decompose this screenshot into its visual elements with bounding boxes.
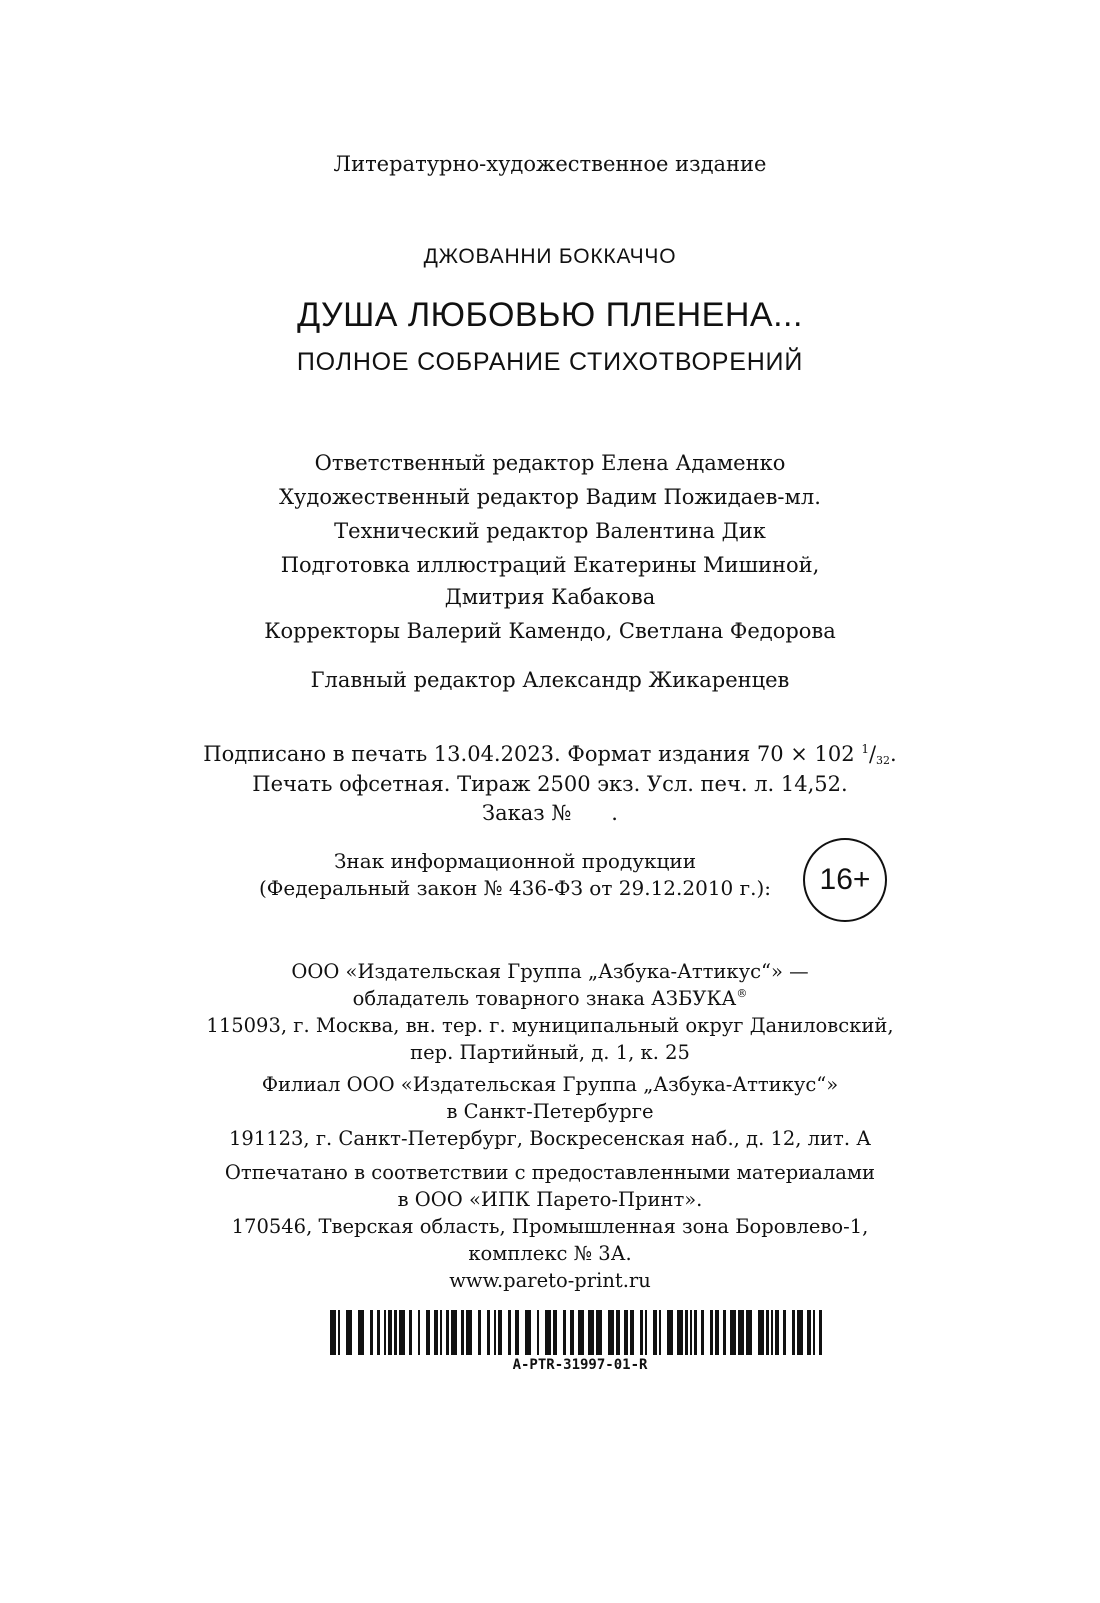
book-subtitle: ПОЛНОЕ СОБРАНИЕ СТИХОТВОРЕНИЙ bbox=[296, 348, 804, 376]
branch-line2: в Санкт-Петербурге bbox=[446, 1100, 654, 1123]
barcode-bar bbox=[394, 1310, 397, 1355]
barcode-bar bbox=[667, 1310, 673, 1355]
info-mark-text bbox=[240, 848, 790, 902]
barcode-bar bbox=[338, 1310, 340, 1355]
imprint-order bbox=[0, 801, 1100, 825]
barcode-bar bbox=[616, 1310, 620, 1355]
barcode-bar bbox=[715, 1310, 719, 1355]
barcode-bar bbox=[819, 1310, 822, 1355]
barcode bbox=[330, 1310, 830, 1355]
barcode-bar bbox=[608, 1310, 614, 1355]
barcode-bar bbox=[624, 1310, 628, 1355]
barcode-bar bbox=[537, 1310, 539, 1355]
credit-proofreaders: Корректоры Валерий Камендо, Светлана Федорова bbox=[264, 619, 836, 643]
printer-line2: в ООО «ИПК Парето-Принт». bbox=[397, 1188, 703, 1211]
branch-line1: Филиал ООО «Издательская Группа „Азбука-Аттикус“» bbox=[261, 1073, 839, 1096]
author-name: ДЖОВАННИ БОККАЧЧО bbox=[423, 245, 677, 268]
barcode-bar bbox=[677, 1310, 683, 1355]
barcode-bar bbox=[388, 1310, 392, 1355]
barcode-bar bbox=[813, 1310, 815, 1355]
barcode-bar bbox=[766, 1310, 769, 1355]
credit-chief-editor: Главный редактор Александр Жикаренцев bbox=[310, 668, 790, 692]
imprint-print-run: Печать офсетная. Тираж 2500 экз. Усл. печ. л. 14,52. bbox=[252, 772, 848, 796]
barcode-bar bbox=[478, 1310, 481, 1355]
imprint-signed bbox=[0, 742, 1100, 767]
barcode-bar bbox=[659, 1310, 661, 1355]
publisher-line2 bbox=[0, 987, 1100, 1010]
branch-address: 191123, г. Санкт-Петербург, Воскресенская наб., д. 12, лит. А bbox=[228, 1127, 872, 1150]
barcode-bar bbox=[409, 1310, 412, 1355]
barcode-bar bbox=[461, 1310, 464, 1355]
barcode-bar bbox=[771, 1310, 773, 1355]
barcode-bar bbox=[807, 1310, 811, 1355]
barcode-bar bbox=[418, 1310, 420, 1355]
barcode-bar bbox=[797, 1310, 803, 1355]
info-mark-line2: (Федеральный закон № 436-ФЗ от 29.12.2010 г.): bbox=[258, 876, 772, 900]
barcode-bar bbox=[498, 1310, 502, 1355]
registered-mark: ® bbox=[736, 987, 748, 1000]
barcode-bar bbox=[508, 1310, 511, 1355]
barcode-bar bbox=[775, 1310, 779, 1355]
barcode-bar bbox=[494, 1310, 496, 1355]
barcode-bar bbox=[553, 1310, 557, 1355]
barcode-bar bbox=[746, 1310, 752, 1355]
publisher-line1: ООО «Издательская Группа „Азбука-Аттикус“» — bbox=[291, 960, 809, 983]
printer-address: 170546, Тверская область, Промышленная зона Боровлево-1, bbox=[231, 1215, 869, 1238]
barcode-bar bbox=[446, 1310, 449, 1355]
credit-illustrations: Подготовка иллюстраций Екатерины Мишиной, bbox=[280, 553, 820, 577]
barcode-bar bbox=[358, 1310, 364, 1355]
barcode-bar bbox=[451, 1310, 457, 1355]
barcode-bar bbox=[792, 1310, 795, 1355]
barcode-bar bbox=[690, 1310, 692, 1355]
barcode-bar bbox=[645, 1310, 647, 1355]
publisher-address: 115093, г. Москва, вн. тер. г. муниципальный округ Даниловский, bbox=[206, 1014, 894, 1037]
printer-address-cont: комплекс № 3А. bbox=[468, 1242, 632, 1265]
barcode-bar bbox=[640, 1310, 643, 1355]
barcode-bar bbox=[440, 1310, 442, 1355]
barcode-bar bbox=[545, 1310, 551, 1355]
barcode-bar bbox=[730, 1310, 736, 1355]
barcode-bar bbox=[596, 1310, 602, 1355]
barcode-bar bbox=[738, 1310, 744, 1355]
barcode-bar bbox=[370, 1310, 373, 1355]
barcode-bar bbox=[710, 1310, 713, 1355]
book-title: ДУША ЛЮБОВЬЮ ПЛЕНЕНА... bbox=[297, 296, 803, 334]
barcode-bar bbox=[466, 1310, 472, 1355]
genre-label: Литературно-художественное издание bbox=[333, 152, 767, 176]
publisher-address-cont: пер. Партийный, д. 1, к. 25 bbox=[410, 1041, 690, 1064]
barcode-bar bbox=[330, 1310, 336, 1355]
barcode-bar bbox=[578, 1310, 584, 1355]
format-numerator: 1 bbox=[861, 742, 869, 756]
barcode-bar bbox=[434, 1310, 438, 1355]
barcode-bar bbox=[426, 1310, 430, 1355]
barcode-bar bbox=[563, 1310, 566, 1355]
info-mark-line1: Знак информационной продукции bbox=[333, 849, 697, 873]
barcode-bar bbox=[346, 1310, 352, 1355]
barcode-bar bbox=[570, 1310, 574, 1355]
barcode-label: A-PTR-31997-01-R bbox=[512, 1357, 648, 1373]
barcode-bar bbox=[723, 1310, 726, 1355]
barcode-bar bbox=[630, 1310, 634, 1355]
printer-line1: Отпечатано в соответствии с предоставленными материалами bbox=[224, 1161, 876, 1184]
credit-responsible-editor: Ответственный редактор Елена Адаменко bbox=[314, 451, 786, 475]
printer-website: www.pareto-print.ru bbox=[449, 1269, 651, 1292]
publisher-trademark: обладатель товарного знака АЗБУКА bbox=[352, 987, 737, 1010]
barcode-bar bbox=[701, 1310, 704, 1355]
barcode-bar bbox=[783, 1310, 786, 1355]
barcode-bar bbox=[588, 1310, 594, 1355]
barcode-bar bbox=[525, 1310, 531, 1355]
format-denominator: 32 bbox=[876, 754, 891, 767]
credit-art-editor: Художественный редактор Вадим Пожидаев-мл. bbox=[279, 485, 821, 509]
barcode-bar bbox=[758, 1310, 764, 1355]
barcode-bar bbox=[515, 1310, 519, 1355]
barcode-bar bbox=[694, 1310, 697, 1355]
order-label: Заказ № bbox=[482, 801, 572, 825]
barcode-bar bbox=[653, 1310, 657, 1355]
barcode-bar bbox=[487, 1310, 490, 1355]
age-rating-badge: 16+ bbox=[803, 838, 887, 922]
barcode-bar bbox=[377, 1310, 380, 1355]
credit-technical-editor: Технический редактор Валентина Дик bbox=[334, 519, 766, 543]
credit-illustrations-cont: Дмитрия Кабакова bbox=[444, 585, 656, 609]
format-slash: / bbox=[868, 742, 877, 766]
barcode-bar bbox=[399, 1310, 405, 1355]
imprint-signed-text: Подписано в печать 13.04.2023. Формат издания 70 × 102 bbox=[203, 742, 862, 766]
imprint-signed-end: . bbox=[890, 742, 897, 766]
order-end: . bbox=[611, 801, 618, 825]
barcode-bar bbox=[384, 1310, 386, 1355]
barcode-bar bbox=[685, 1310, 688, 1355]
